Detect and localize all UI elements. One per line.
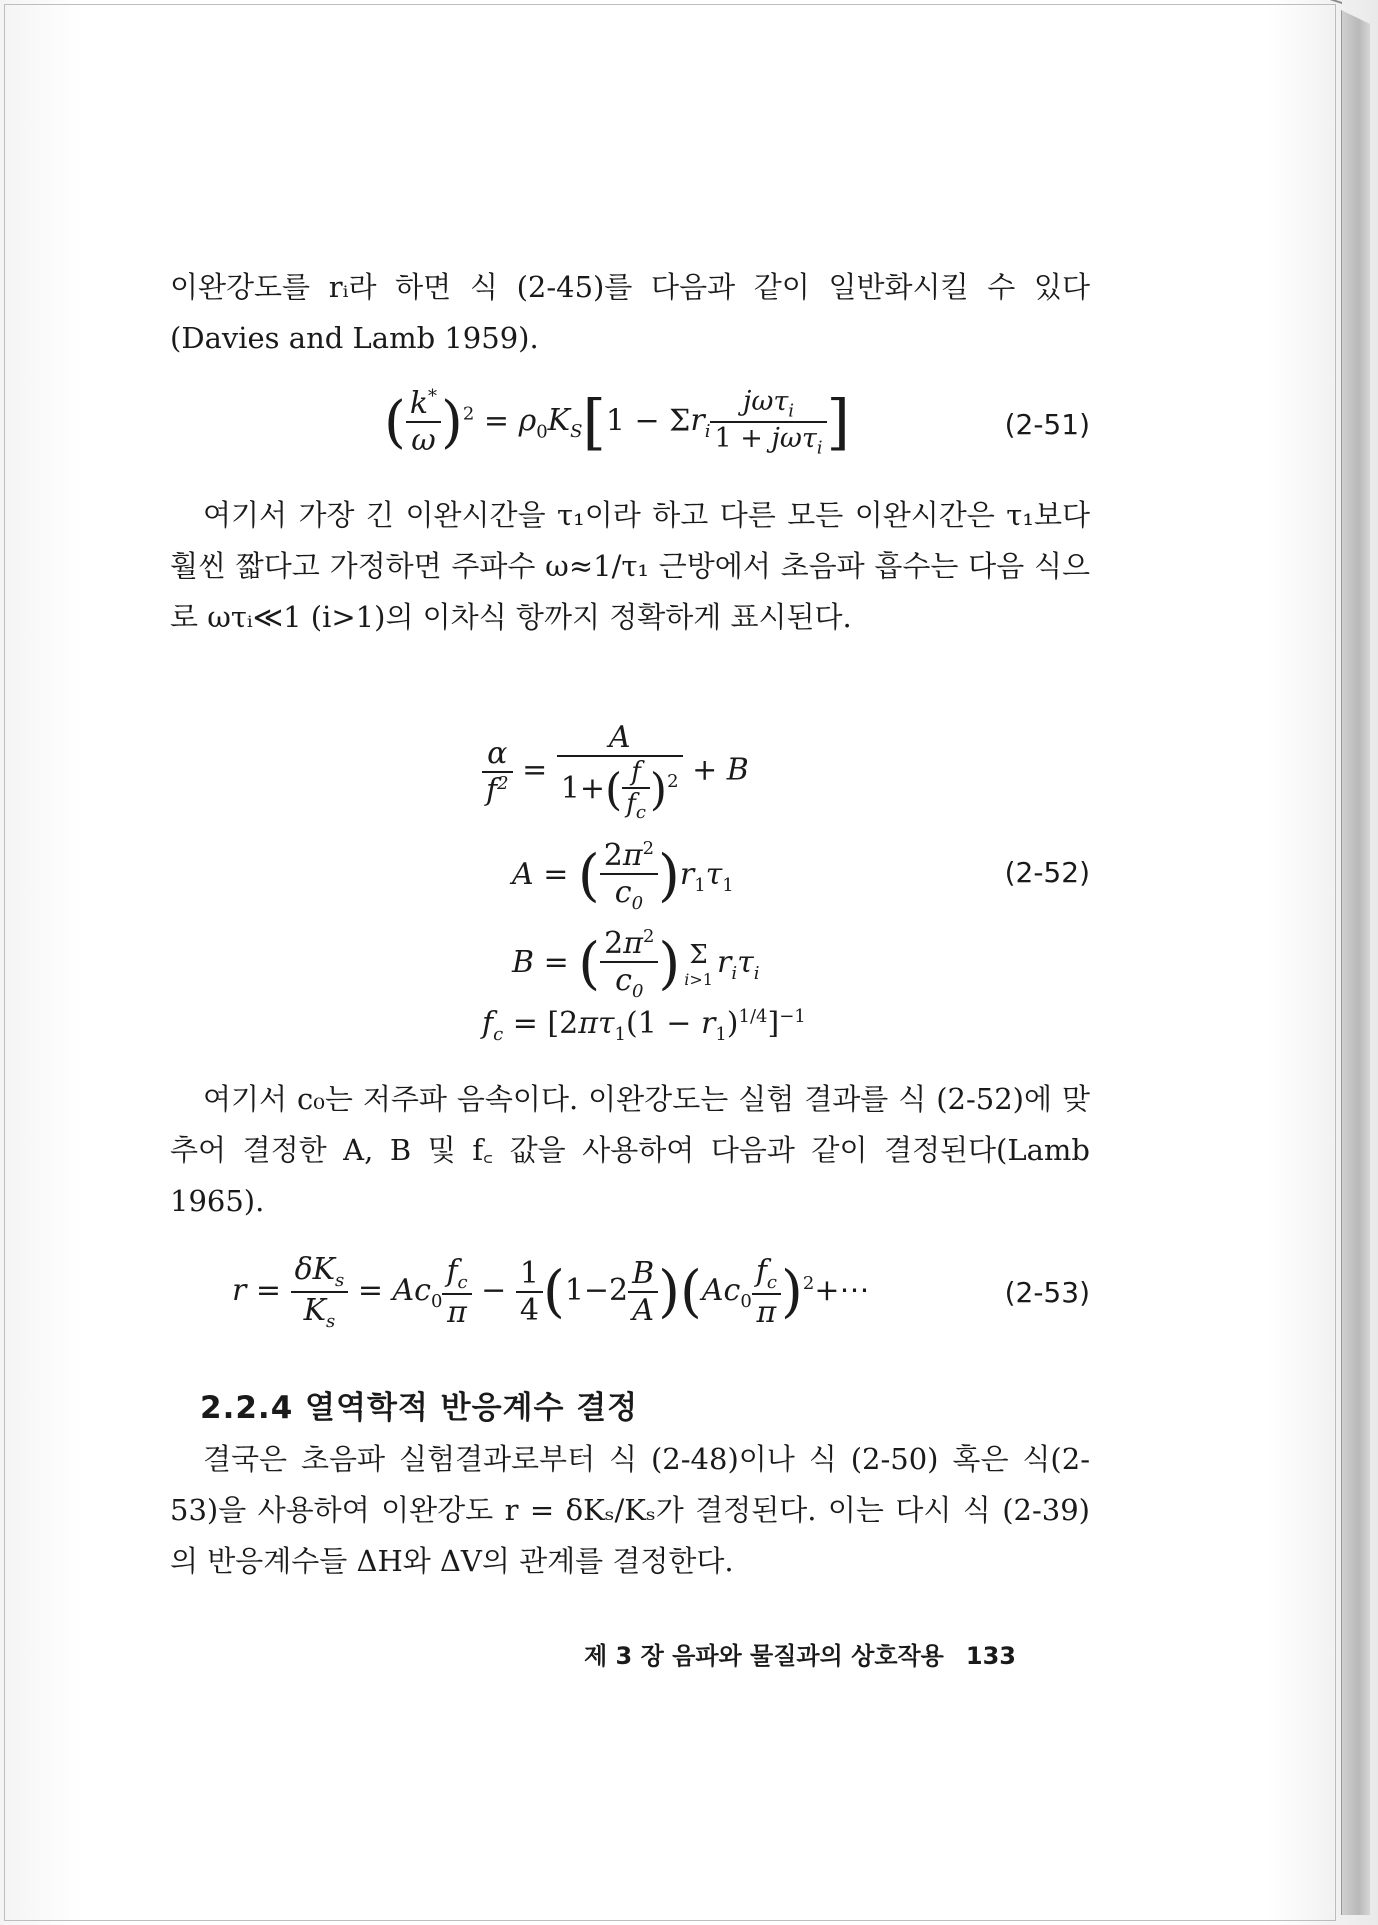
chapter-title: 제 3 장 음파와 물질과의 상호작용	[584, 1642, 944, 1670]
equation-alpha-over-f2: $\frac{\alpha}{f^2}$ = A 1+( $\frac{f}{f_c}$ )$^2$ + B	[482, 720, 749, 823]
equation-A-definition: A = ( $\frac{2\pi^2}{c_0}$ )$r_1\tau_1$	[512, 838, 734, 914]
page-stack-edge	[1341, 10, 1370, 1915]
page-number: 133	[965, 1642, 1016, 1670]
paragraph-relaxation-strength: 이완강도를 rᵢ라 하면 식 (2-45)를 다음과 같이 일반화시킬 수 있다(Davies and Lamb 1959).	[170, 270, 1090, 355]
equation-number: (2-52)	[1004, 856, 1090, 889]
paragraph-thermodynamic-coefficients: 결국은 초음파 실험결과로부터 식 (2-48)이나 식 (2-50) 혹은 식(2-53)을 사용하여 이완강도 r = δKₛ/Kₛ가 결정된다. 이는 다시 식 (2-39)의 반응계수들 ΔH와 ΔV의 관계를 결정한다.	[170, 1442, 1090, 1578]
section-heading: 2.2.4 열역학적 반응계수 결정	[200, 1390, 639, 1426]
equation-number: (2-51)	[1004, 408, 1090, 441]
paragraph-longest-relaxation: 여기서 가장 긴 이완시간을 τ₁이라 하고 다른 모든 이완시간은 τ₁보다 훨씬 짧다고 가정하면 주파수 ω≈1/τ₁ 근방에서 초음파 흡수는 다음 식으로 ωτᵢ≪1 (i>1)의 이차식 항까지 정확하게 표시된다.	[170, 498, 1090, 634]
equation-2-51	[170, 386, 1090, 470]
page-footer	[584, 1636, 1016, 1671]
equation-2-53	[170, 1252, 1090, 1336]
equation-2-52	[170, 720, 1090, 1050]
paragraph-low-frequency-sound-speed: 여기서 c₀는 저주파 음속이다. 이완강도는 실험 결과를 식 (2-52)에 맞추어 결정한 A, B 및 f꜀ 값을 사용하여 다음과 같이 결정된다(Lamb 1965).	[170, 1082, 1090, 1218]
equation-number: (2-53)	[1004, 1276, 1090, 1309]
equation-B-definition: B = ( $\frac{2\pi^2}{c_0}$ ) Σ i>1 $r_i\tau_i$	[512, 926, 760, 1002]
equation-2-51-body: ( $\frac{k^*}{\omega}$ )$^2 = \rho_0K_S[1 - \Sigma r_i$ $\frac{j\omega\tau_i}{1 + j\omega\tau_i}$ ]	[384, 386, 850, 459]
equation-fc-definition: $f_c = [2\pi\tau_1(1 - r_1)^{1/4}]^{-1}$	[482, 1006, 806, 1045]
equation-2-53-body: r = $\frac{\delta K_s}{K_s}$ = $Ac_0$ $\frac{f_c}{\pi}$ − $\frac{1}{4}$ (1−2 $\frac{B}{A}$ )($Ac_0$ $\frac{f_c}{\pi}$ )$^2$+⋯	[232, 1252, 870, 1332]
